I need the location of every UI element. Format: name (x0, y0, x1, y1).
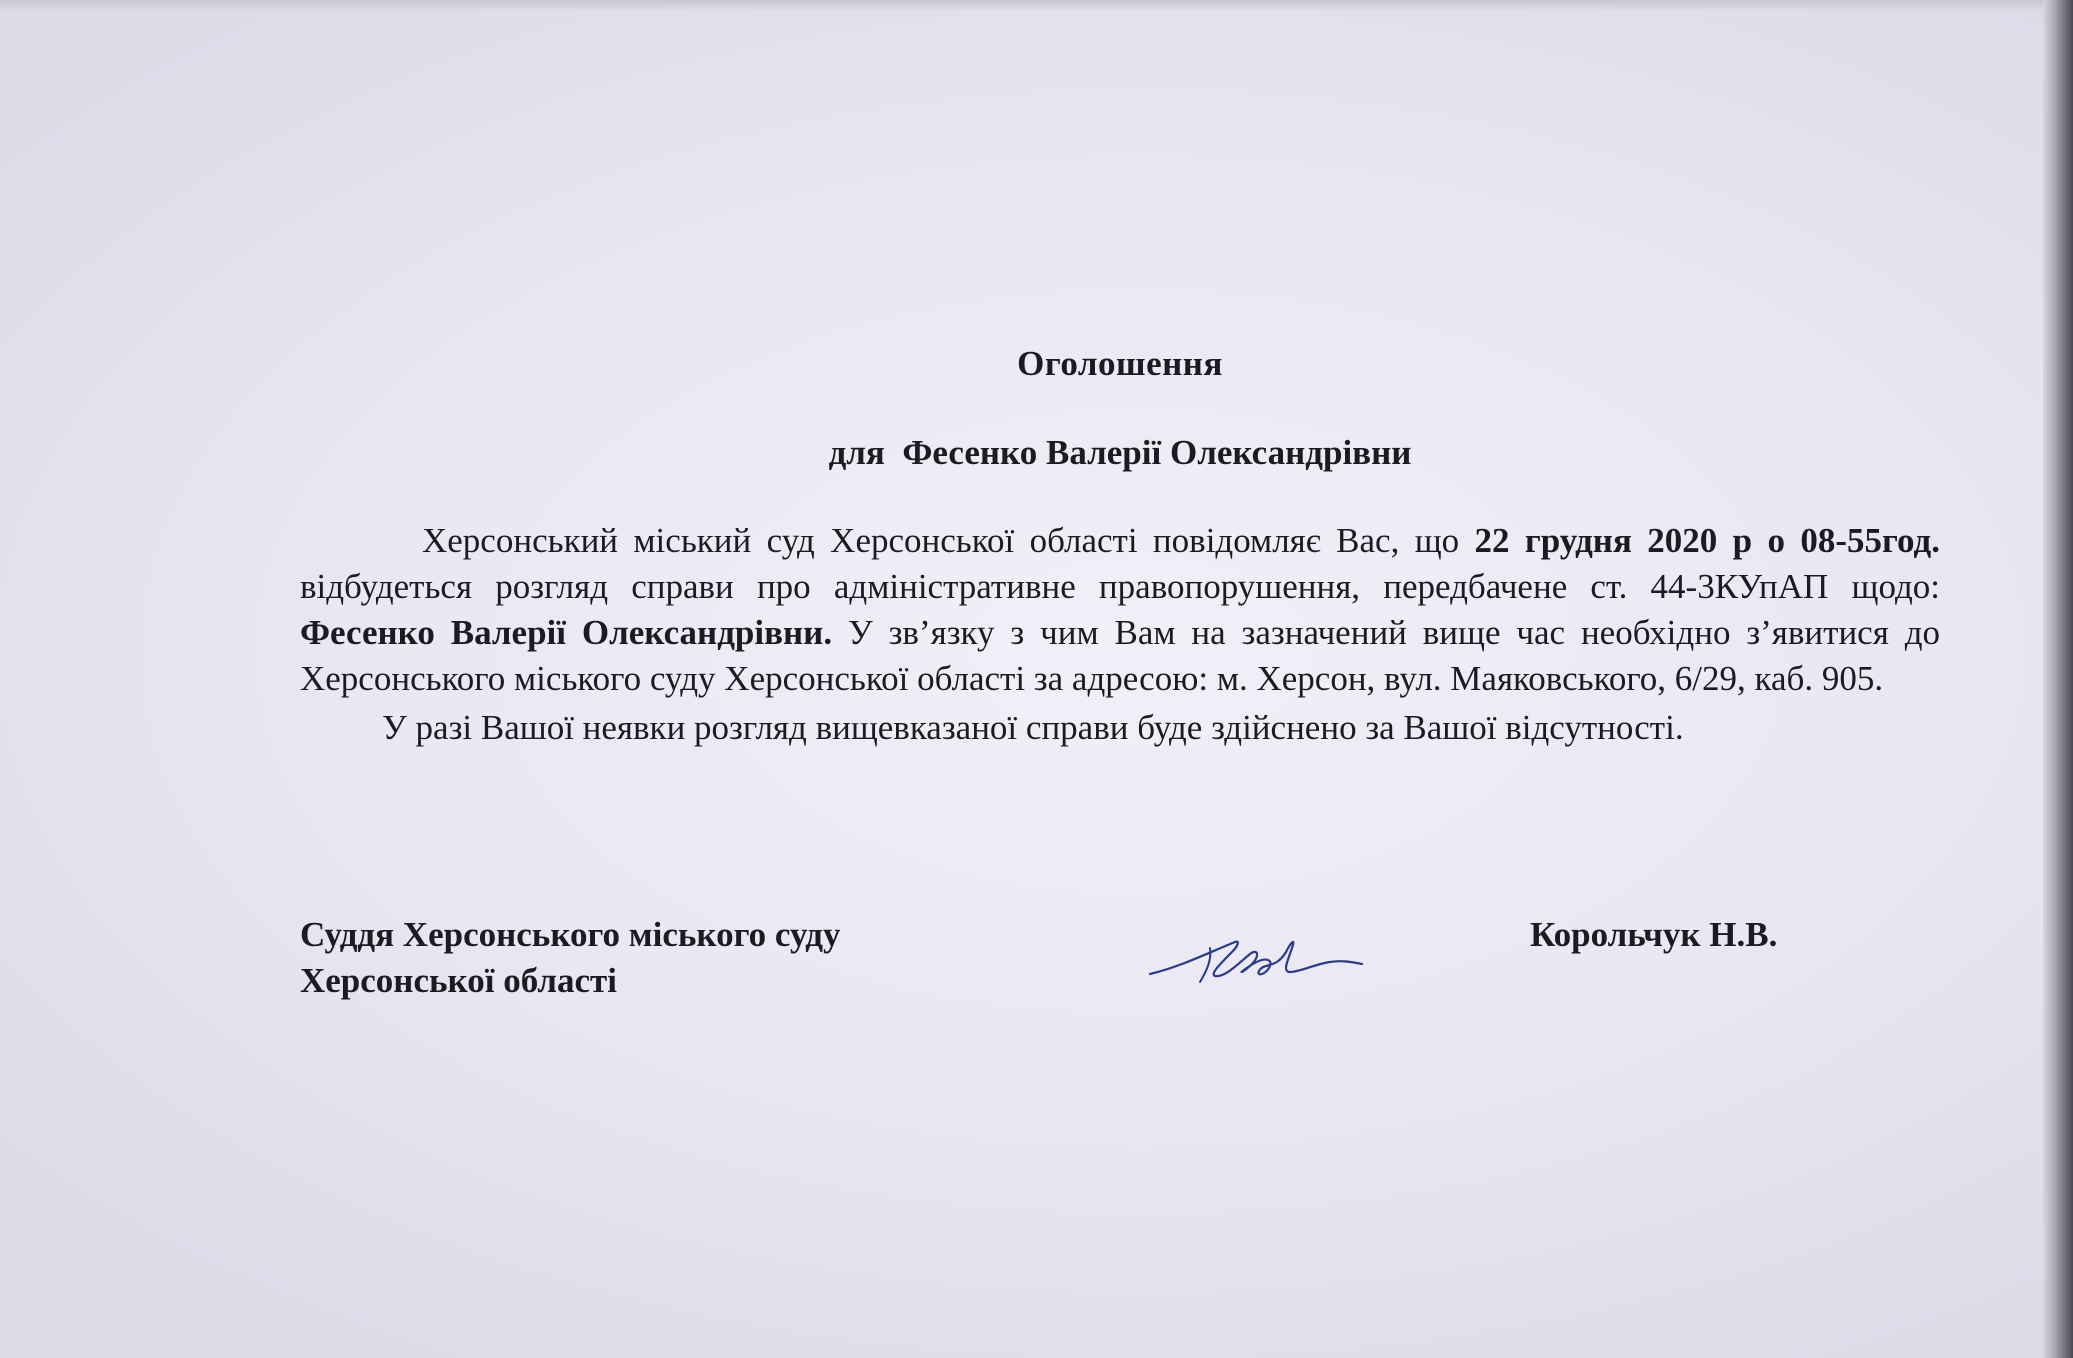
judge-position-line-1: Суддя Херсонського міського суду (300, 915, 841, 954)
hearing-datetime: 22 грудня 2020 р о 08-55год. (1474, 521, 1940, 560)
judge-name: Корольчук Н.В. (1530, 915, 1778, 954)
defendant-name: Фесенко Валерії Олександрівни. (300, 613, 833, 652)
paragraph-1-text-b: відбудеться розгляд справи про адміністративне правопорушення, передбачене ст. 44-3КУпАП щодо: (300, 567, 1940, 606)
document-body (300, 518, 1940, 754)
paragraph-1-text-a: Херсонський міський суд Херсонської області повідомляє Вас, що (422, 521, 1475, 560)
body-paragraph-1 (300, 518, 1940, 702)
judge-position-line-2: Херсонської області (300, 961, 617, 1000)
document-title: Оголошення (1017, 344, 1223, 383)
body-paragraph-2: У разі Вашої неявки розгляд вищевказаної справи буде здійснено за Вашої відсутності. (382, 708, 1684, 747)
document-addressee: для Фесенко Валерії Олександрівни (828, 433, 1412, 472)
handwritten-signature (1140, 912, 1370, 1012)
announcement-document (300, 0, 1940, 1358)
paper-right-edge (2043, 0, 2073, 1358)
paragraph-1-text-c: У зв’язку з чим Вам на зазначений вище час необхідно з’явитися до Херсонського міського суду Херсонської області за адресою: м. Херсон, вул. Маяковського, 6/29, каб. 905. (300, 613, 1940, 698)
judge-position (300, 912, 840, 1004)
